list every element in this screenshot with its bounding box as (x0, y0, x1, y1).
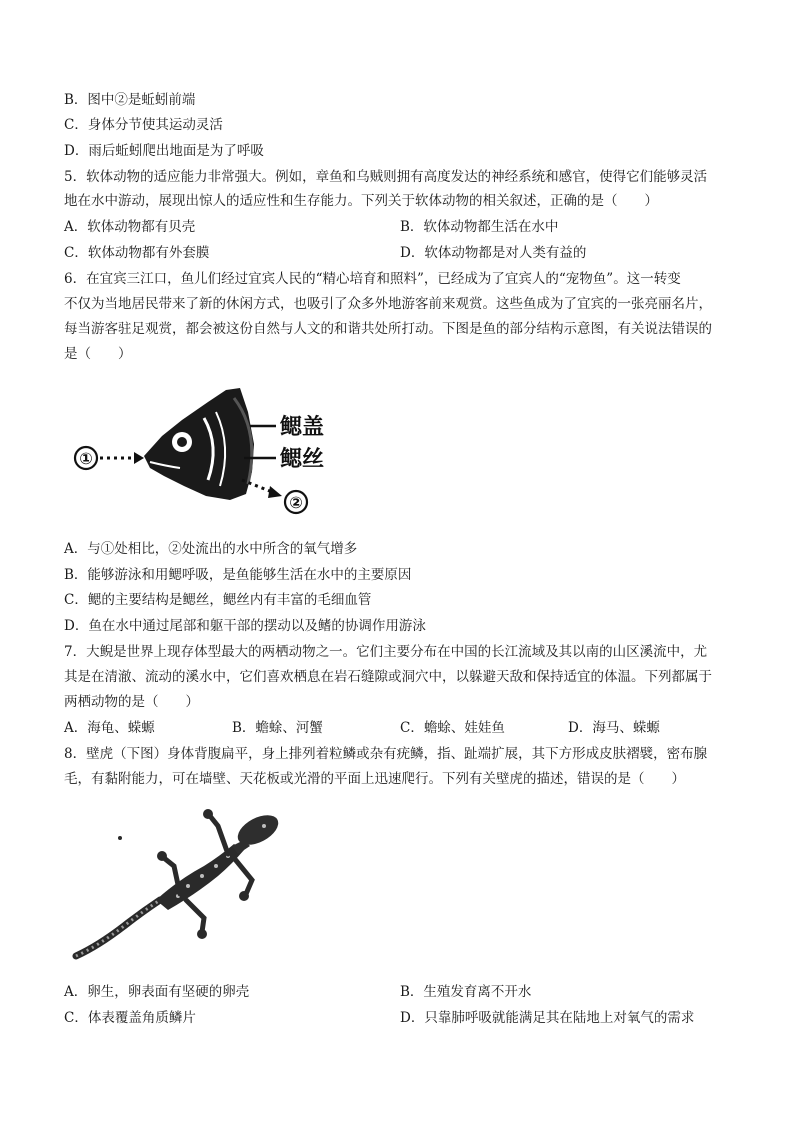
marker-1-label: ① (79, 449, 93, 468)
q8-option-b: B．生殖发育离不开水 (400, 984, 532, 1000)
fish-gill-figure (70, 372, 360, 532)
gecko-front-left-leg (210, 816, 228, 854)
gecko-front-right-leg (234, 858, 252, 894)
q7-option-a: A．海龟、蝾螈 (64, 720, 155, 736)
q7-option-b: B．蟾蜍、河蟹 (232, 720, 323, 736)
q6-stem-line-2: 不仅为当地居民带来了新的休闲方式，也吸引了众多外地游客前来观赏。这些鱼成为了宜宾的一张亮丽名片， (64, 296, 712, 312)
fish-eye-pupil (177, 437, 187, 447)
q7-option-c: C．蟾蜍、娃娃鱼 (400, 720, 505, 736)
gecko-hind-right-leg (186, 900, 204, 932)
q5-option-b: B．软体动物都生活在水中 (400, 219, 559, 235)
q6-option-b: B．能够游泳和用鳃呼吸，是鱼能够生活在水中的主要原因 (64, 567, 412, 583)
q7-stem-line-3: 两栖动物的是（ ） (64, 694, 199, 710)
q5-stem-line-1: 5．软体动物的适应能力非常强大。例如，章鱼和乌贼则拥有高度发达的神经系统和感官，使得它们能够灵活 (64, 169, 708, 185)
water-out-arrowhead (268, 486, 282, 498)
q8-option-d: D．只靠肺呼吸就能满足其在陆地上对氧气的需求 (400, 1010, 695, 1026)
q7-stem-line-1: 7．大鲵是世界上现存体型最大的两栖动物之一。它们主要分布在中国的长江流域及其以南的山区溪流中，尤 (64, 644, 708, 660)
q6-stem-line-3: 每当游客驻足观赏，都会被这份自然与人文的和谐共处所打动。下图是鱼的部分结构示意图，有关说法错误的 (64, 321, 712, 337)
gecko-drawing (68, 796, 294, 972)
gecko-hind-right-foot (197, 929, 207, 939)
q4-option-c: C．身体分节使其运动灵活 (64, 117, 223, 133)
q7-option-d: D．海马、蝾螈 (568, 720, 660, 736)
q4-option-d: D．雨后蚯蚓爬出地面是为了呼吸 (64, 143, 264, 159)
q8-option-a: A．卵生，卵表面有坚硬的卵壳 (64, 984, 250, 1000)
q6-stem-line-4: 是（ ） (64, 346, 132, 362)
q7-stem-line-2: 其是在清澈、流动的溪水中，它们喜欢栖息在岩石缝隙或洞穴中，以躲避天敌和保持适宜的体温。下列都属于 (64, 669, 712, 685)
operculum-label: 鳃盖 (280, 415, 325, 440)
gecko-spot (200, 874, 204, 878)
water-in-arrowhead (134, 452, 144, 464)
q5-option-d: D．软体动物都是对人类有益的 (400, 245, 587, 261)
q6-stem-line-1: 6．在宜宾三江口，鱼儿们经过宜宾人民的“精心培育和照料”，已经成为了宜宾人的“宠物鱼”。这一转变 (64, 271, 681, 287)
q8-stem-line-2: 毛，有黏附能力，可在墙壁、天花板或光滑的平面上迅速爬行。下列有关壁虎的描述，错误的是（ ） (64, 771, 685, 787)
q6-option-d: D．鱼在水中通过尾部和躯干部的摆动以及鳍的协调作用游泳 (64, 618, 426, 634)
gecko-figure (68, 796, 294, 972)
gecko-front-right-foot (239, 891, 249, 901)
marker-2-label: ② (289, 493, 303, 512)
q5-stem-line-2: 地在水中游动，展现出惊人的适应性和生存能力。下列关于软体动物的相关叙述，正确的是（ ） (64, 193, 658, 209)
q4-option-b: B．图中②是蚯蚓前端 (64, 92, 196, 108)
gill-filament-label: 鳃丝 (280, 447, 325, 472)
gecko-hind-left-foot (157, 851, 167, 861)
q8-option-c: C．体表覆盖角质鳞片 (64, 1010, 196, 1026)
q6-option-c: C．鳃的主要结构是鳃丝，鳃丝内有丰富的毛细血管 (64, 592, 372, 608)
speck (118, 836, 122, 840)
q8-stem-line-1: 8．壁虎（下图）身体背腹扁平，身上排列着粒鳞或杂有疣鳞，指、趾端扩展，其下方形成皮肤褶襞，密布腺 (64, 746, 708, 762)
gecko-spot (262, 824, 266, 828)
gecko-spot (186, 884, 190, 888)
q6-option-a: A．与①处相比，②处流出的水中所含的氧气增多 (64, 541, 358, 557)
fish-gill-diagram (70, 372, 360, 532)
gecko-spot (214, 864, 218, 868)
gecko-front-left-foot (203, 809, 213, 819)
q5-option-a: A．软体动物都有贝壳 (64, 219, 196, 235)
q5-option-c: C．软体动物都有外套膜 (64, 245, 210, 261)
gecko-body (156, 844, 244, 910)
